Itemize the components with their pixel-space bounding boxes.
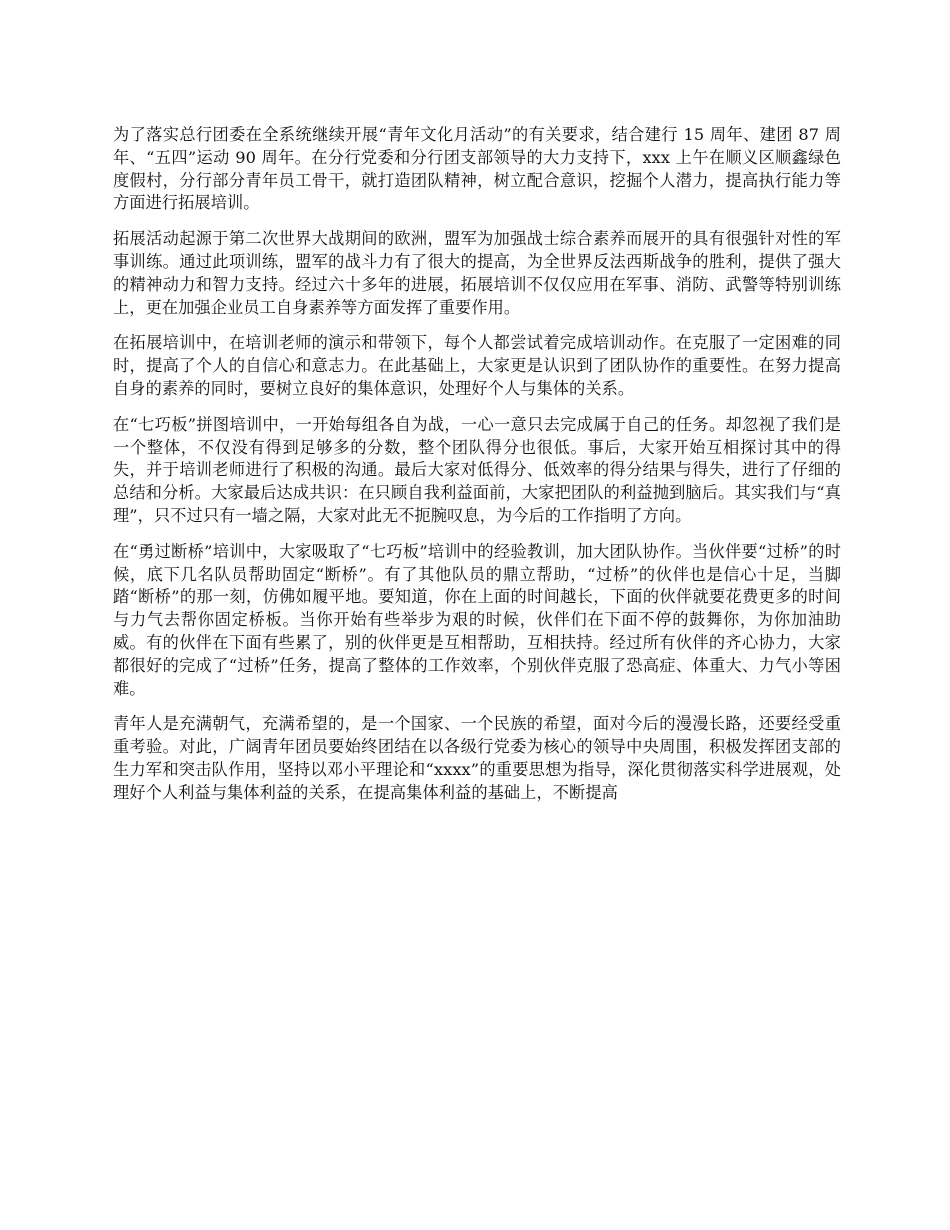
- paragraph-4: 在“七巧板”拼图培训中，一开始每组各自为战，一心一意只去完成属于自己的任务。却忽视了我们是一个整体，不仅没有得到足够多的分数，整个团队得分也很低。事后，大家开始互相探讨其中的得失，并于培训老师进行了积极的沟通。最后大家对低得分、低效率的得分结果与得失，进行了仔细的总结和分析。大家最后达成共识：在只顾自我利益面前，大家把团队的利益抛到脑后。其实我们与“真理”，只不过只有一墙之隔，大家对此无不扼腕叹息，为今后的工作指明了方向。: [113, 414, 841, 525]
- paragraph-6: 青年人是充满朝气，充满希望的，是一个国家、一个民族的希望，面对今后的漫漫长路，还要经受重重考验。对此，广阔青年团员要始终团结在以各级行党委为核心的领导中央周围，积极发挥团支部的生力军和突击队作用，坚持以邓小平理论和“xxxx”的重要思想为指导，深化贯彻落实科学进展观，处理好个人利益与集体利益的关系，在提高集体利益的基础上，不断提高: [113, 714, 841, 802]
- paragraph-5: 在“勇过断桥”培训中，大家吸取了“七巧板”培训中的经验教训，加大团队协作。当伙伴要“过桥”的时候，底下几名队员帮助固定“断桥”。有了其他队员的鼎立帮助，“过桥”的伙伴也是信心十足，当脚踏“断桥”的那一刻，仿佛如履平地。要知道，你在上面的时间越长，下面的伙伴就要花费更多的时间与力气去帮你固定桥板。当你开始有些举步为艰的时候，伙伴们在下面不停的鼓舞你，为你加油助威。有的伙伴在下面有些累了，别的伙伴更是互相帮助，互相扶持。经过所有伙伴的齐心协力，大家都很好的完成了“过桥”任务，提高了整体的工作效率，个别伙伴克服了恐高症、体重大、力气小等困难。: [113, 541, 841, 698]
- paragraph-2: 拓展活动起源于第二次世界大战期间的欧洲，盟军为加强战士综合素养而展开的具有很强针对性的军事训练。通过此项训练，盟军的战斗力有了很大的提高，为全世界反法西斯战争的胜利，提供了强大的精神动力和智力支持。经过六十多年的进展，拓展培训不仅仅应用在军事、消防、武警等特别训练上，更在加强企业员工自身素养等方面发挥了重要作用。: [113, 229, 841, 317]
- document-body: [113, 124, 841, 818]
- paragraph-3: 在拓展培训中，在培训老师的演示和带领下，每个人都尝试着完成培训动作。在克服了一定困难的同时，提高了个人的自信心和意志力。在此基础上，大家更是认识到了团队协作的重要性。在努力提高自身的素养的同时，要树立良好的集体意识，处理好个人与集体的关系。: [113, 333, 841, 398]
- paragraph-1: 为了落实总行团委在全系统继续开展“青年文化月活动”的有关要求，结合建行 15 周年、建团 87 周年、“五四”运动 90 周年。在分行党委和分行团支部领导的大力支持下，xxx 上午在顺义区顺鑫绿色度假村，分行部分青年员工骨干，就打造团队精神，树立配合意识，挖掘个人潜力，提高执行能力等方面进行拓展培训。: [113, 125, 841, 213]
